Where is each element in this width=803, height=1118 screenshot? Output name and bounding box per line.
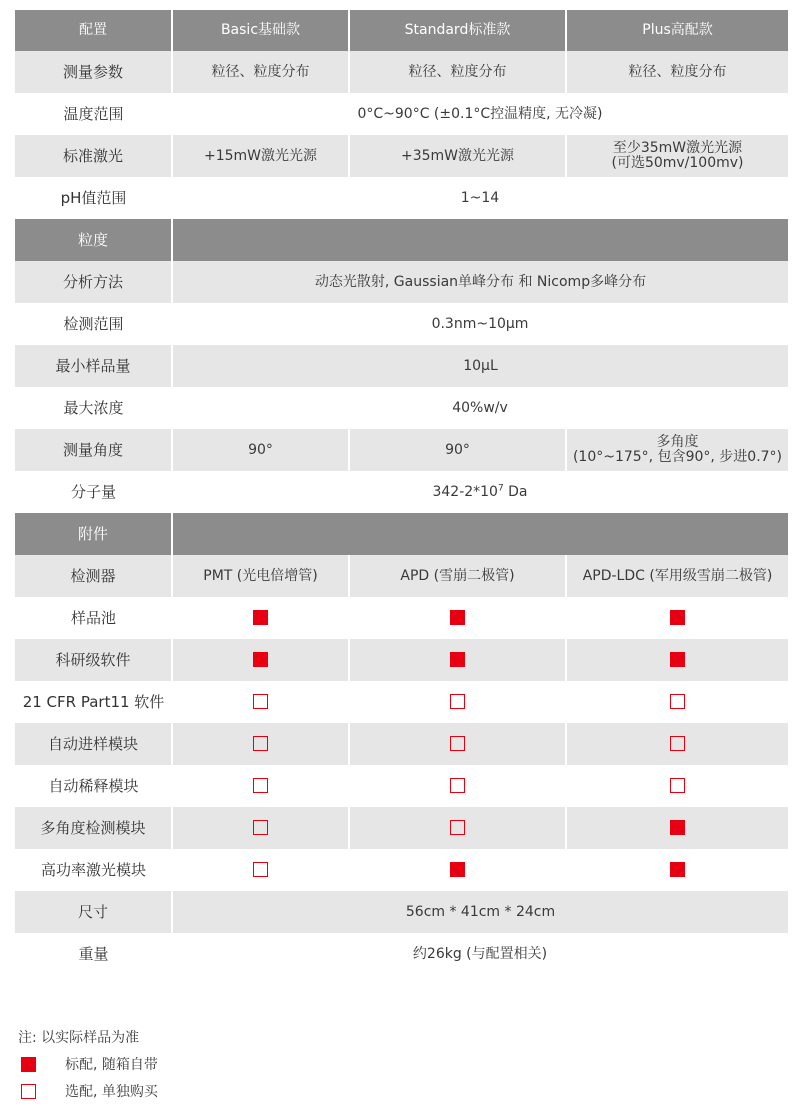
cell-merged bbox=[172, 471, 788, 513]
empty-square-icon bbox=[253, 694, 268, 709]
cell-basic: +15mW激光光源 bbox=[172, 135, 349, 177]
cell-plus bbox=[566, 681, 788, 723]
cell-standard bbox=[349, 807, 566, 849]
row-laser bbox=[15, 135, 788, 177]
row-label: 21 CFR Part11 软件 bbox=[15, 681, 172, 723]
row-label: 自动进样模块 bbox=[15, 723, 172, 765]
cell-basic bbox=[172, 639, 349, 681]
cell-plus bbox=[566, 429, 788, 471]
filled-square-icon bbox=[670, 652, 685, 667]
section-particle bbox=[15, 219, 788, 261]
cell-plus: APD-LDC (军用级雪崩二极管) bbox=[566, 555, 788, 597]
cell-merged: 1~14 bbox=[172, 177, 788, 219]
filled-square-icon bbox=[450, 652, 465, 667]
cell-basic: PMT (光电倍增管) bbox=[172, 555, 349, 597]
row-temperature bbox=[15, 93, 788, 135]
row-label: 标准激光 bbox=[15, 135, 172, 177]
row-label: 尺寸 bbox=[15, 891, 172, 933]
row-measure-params bbox=[15, 51, 788, 93]
cell-plus bbox=[566, 765, 788, 807]
row-label: 样品池 bbox=[15, 597, 172, 639]
section-label: 附件 bbox=[15, 513, 172, 555]
accessory-row bbox=[15, 597, 788, 639]
header-standard: Standard标准款 bbox=[349, 10, 566, 51]
filled-square-icon bbox=[670, 610, 685, 625]
legend-standard-label: 标配, 随箱自带 bbox=[65, 1057, 158, 1073]
cell-standard: +35mW激光光源 bbox=[349, 135, 566, 177]
empty-square-icon bbox=[450, 778, 465, 793]
row-label: 检测范围 bbox=[15, 303, 172, 345]
section-fill bbox=[172, 219, 788, 261]
cell-merged: 0°C~90°C (±0.1°C控温精度, 无冷凝) bbox=[172, 93, 788, 135]
accessory-row bbox=[15, 681, 788, 723]
row-ph bbox=[15, 177, 788, 219]
cell-basic bbox=[172, 723, 349, 765]
cell-basic bbox=[172, 597, 349, 639]
cell-plus bbox=[566, 639, 788, 681]
header-config: 配置 bbox=[15, 10, 172, 51]
accessory-row bbox=[15, 807, 788, 849]
cell-plus bbox=[566, 597, 788, 639]
empty-square-icon bbox=[450, 820, 465, 835]
row-label: 重量 bbox=[15, 933, 172, 975]
empty-square-icon bbox=[253, 820, 268, 835]
filled-square-icon bbox=[253, 652, 268, 667]
cell-merged: 56cm * 41cm * 24cm bbox=[172, 891, 788, 933]
empty-square-icon bbox=[670, 736, 685, 751]
tail-rows bbox=[15, 891, 788, 975]
row-label: 测量角度 bbox=[15, 429, 172, 471]
note-title: 注: 以实际样品为准 bbox=[18, 1030, 140, 1046]
row-range bbox=[15, 303, 788, 345]
cell-merged: 动态光散射, Gaussian单峰分布 和 Nicomp多峰分布 bbox=[172, 261, 788, 303]
cell-merged: 10μL bbox=[172, 345, 788, 387]
row-label: 最大浓度 bbox=[15, 387, 172, 429]
legend-optional bbox=[18, 1082, 418, 1102]
cell-standard bbox=[349, 765, 566, 807]
row-label: pH值范围 bbox=[15, 177, 172, 219]
empty-square-icon bbox=[670, 778, 685, 793]
section-fill bbox=[172, 513, 788, 555]
cell-plus bbox=[566, 807, 788, 849]
mw-prefix: 342-2*10 bbox=[432, 483, 498, 500]
cell-basic bbox=[172, 807, 349, 849]
row-angle bbox=[15, 429, 788, 471]
mw-suffix: Da bbox=[503, 483, 528, 500]
legend-optional-label: 选配, 单独购买 bbox=[65, 1084, 158, 1100]
cell-plus: 粒径、粒度分布 bbox=[566, 51, 788, 93]
spec-table bbox=[15, 10, 788, 975]
empty-square-icon bbox=[253, 736, 268, 751]
row-label: 检测器 bbox=[15, 555, 172, 597]
cell-basic bbox=[172, 849, 349, 891]
cell-standard: 粒径、粒度分布 bbox=[349, 51, 566, 93]
cell-line: (10°~175°, 包含90°, 步进0.7°) bbox=[572, 449, 783, 465]
cell-merged: 约26kg (与配置相关) bbox=[172, 933, 788, 975]
empty-square-icon bbox=[253, 862, 268, 877]
row-label: 温度范围 bbox=[15, 93, 172, 135]
cell-basic bbox=[172, 681, 349, 723]
accessory-row bbox=[15, 639, 788, 681]
cell-basic bbox=[172, 765, 349, 807]
notes bbox=[18, 1028, 418, 1102]
filled-square-icon bbox=[450, 862, 465, 877]
row-weight bbox=[15, 933, 788, 975]
accessory-row bbox=[15, 723, 788, 765]
cell-basic: 粒径、粒度分布 bbox=[172, 51, 349, 93]
cell-line: 多角度 bbox=[656, 434, 699, 450]
header-basic: Basic基础款 bbox=[172, 10, 349, 51]
row-size bbox=[15, 891, 788, 933]
filled-square-icon bbox=[21, 1057, 36, 1072]
empty-square-icon bbox=[253, 778, 268, 793]
header-row bbox=[15, 10, 788, 51]
row-label: 自动稀释模块 bbox=[15, 765, 172, 807]
empty-square-icon bbox=[670, 694, 685, 709]
empty-square-icon bbox=[450, 736, 465, 751]
cell-standard: APD (雪崩二极管) bbox=[349, 555, 566, 597]
cell-plus bbox=[566, 723, 788, 765]
row-label: 分子量 bbox=[15, 471, 172, 513]
filled-square-icon bbox=[253, 610, 268, 625]
empty-square-icon bbox=[21, 1084, 36, 1099]
filled-square-icon bbox=[670, 862, 685, 877]
row-mw bbox=[15, 471, 788, 513]
row-label: 最小样品量 bbox=[15, 345, 172, 387]
empty-square-icon bbox=[450, 694, 465, 709]
cell-standard: 90° bbox=[349, 429, 566, 471]
section-accessory bbox=[15, 513, 788, 555]
cell-merged: 40%w/v bbox=[172, 387, 788, 429]
cell-standard bbox=[349, 849, 566, 891]
cell-standard bbox=[349, 723, 566, 765]
row-detector bbox=[15, 555, 788, 597]
accessory-row bbox=[15, 765, 788, 807]
cell-line: (可选50mv/100mv) bbox=[611, 155, 744, 171]
accessory-row bbox=[15, 849, 788, 891]
legend-standard bbox=[18, 1055, 418, 1075]
cell-plus bbox=[566, 135, 788, 177]
row-max-conc bbox=[15, 387, 788, 429]
cell-standard bbox=[349, 639, 566, 681]
filled-square-icon bbox=[450, 610, 465, 625]
row-label: 多角度检测模块 bbox=[15, 807, 172, 849]
row-label: 科研级软件 bbox=[15, 639, 172, 681]
cell-merged: 0.3nm~10μm bbox=[172, 303, 788, 345]
accessory-rows bbox=[15, 597, 788, 891]
cell-standard bbox=[349, 681, 566, 723]
header-plus: Plus高配款 bbox=[566, 10, 788, 51]
row-label: 测量参数 bbox=[15, 51, 172, 93]
cell-basic: 90° bbox=[172, 429, 349, 471]
row-label: 分析方法 bbox=[15, 261, 172, 303]
mw-exponent: 7 bbox=[497, 482, 504, 493]
section-label: 粒度 bbox=[15, 219, 172, 261]
row-label: 高功率激光模块 bbox=[15, 849, 172, 891]
filled-square-icon bbox=[670, 820, 685, 835]
row-method bbox=[15, 261, 788, 303]
cell-standard bbox=[349, 597, 566, 639]
cell-line: 至少35mW激光光源 bbox=[612, 140, 743, 156]
row-min-sample bbox=[15, 345, 788, 387]
cell-plus bbox=[566, 849, 788, 891]
